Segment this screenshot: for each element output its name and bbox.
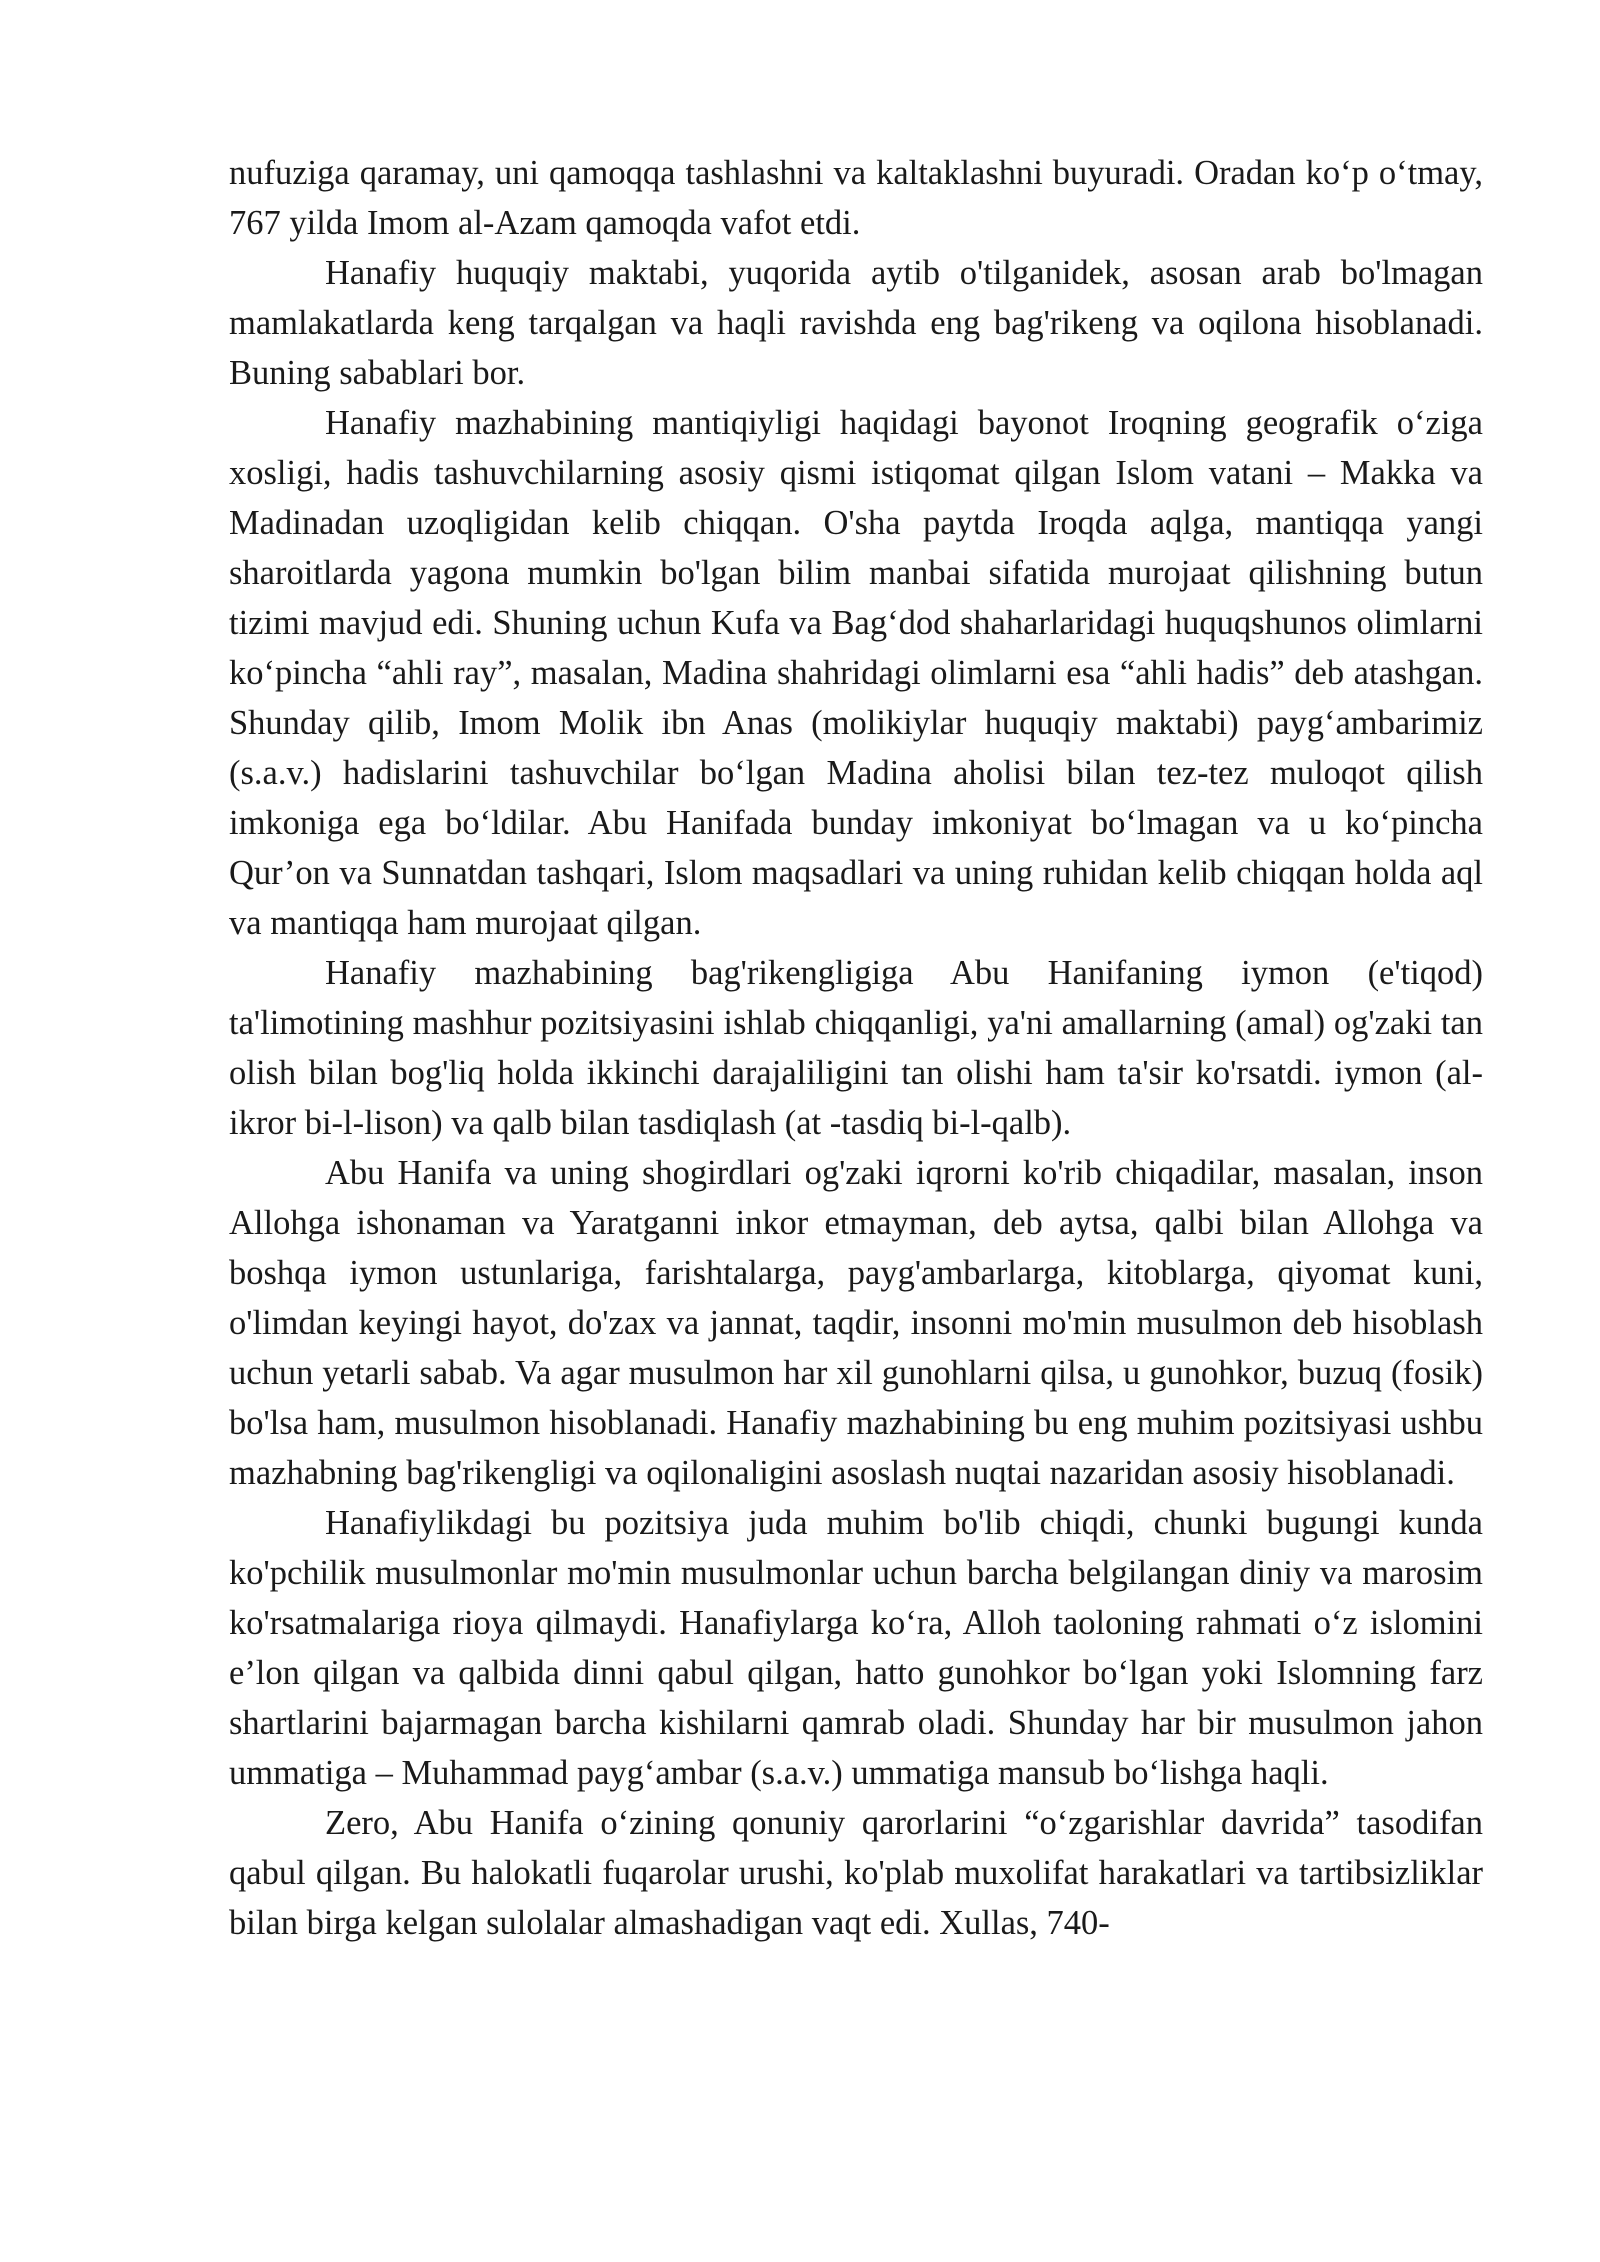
paragraph-4: Hanafiy mazhabining bag'rikengligiga Abu Hanifaning iymon (e'tiqod) ta'limotining mashhur pozitsiyasini ishlab chiqqanligi, ya'ni amallarning (amal) og'zaki tan olish bilan bog'liq holda ikkinchi darajaliligini tan olishi ham ta'sir ko'rsatdi. iymon (al-ikror bi-l-lison) va qalb bilan tasdiqlash (at -tasdiq bi-l-qalb). xyxy=(229,954,1483,1142)
paragraph-1: nufuziga qaramay, uni qamoqqa tashlashni va kaltaklashni buyuradi. Oradan ko‘p o‘tmay, 767 yilda Imom al-Azam qamoqda vafot etdi. xyxy=(229,154,1483,242)
paragraph-5: Abu Hanifa va uning shogirdlari og'zaki iqrorni ko'rib chiqadilar, masalan, inson Allohga ishonaman va Yaratganni inkor etmayman, deb aytsa, qalbi bilan Allohga va boshqa iymon ustunlariga, farishtalarga, payg'ambarlarga, kitoblarga, qiyomat kuni, o'limdan keyingi hayot, do'zax va jannat, taqdir, insonni mo'min musulmon deb hisoblash uchun yetarli sabab. Va agar musulmon har xil gunohlarni qilsa, u gunohkor, buzuq (fosik) bo'lsa ham, musulmon hisoblanadi. Hanafiy mazhabining bu eng muhim pozitsiyasi ushbu mazhabning bag'rikengligi va oqilonaligini asoslash nuqtai nazaridan asosiy hisoblanadi. xyxy=(229,1154,1483,1492)
paragraph-2: Hanafiy huquqiy maktabi, yuqorida aytib o'tilganidek, asosan arab bo'lmagan mamlakatlarda keng tarqalgan va haqli ravishda eng bag'rikeng va oqilona hisoblanadi. Buning sabablari bor. xyxy=(229,254,1483,392)
paragraph-7: Zero, Abu Hanifa o‘zining qonuniy qarorlarini “o‘zgarishlar davrida” tasodifan qabul qilgan. Bu halokatli fuqarolar urushi, ko'plab muxolifat harakatlari va tartibsizliklar bilan birga kelgan sulolalar almashadigan vaqt edi. Xullas, 740- xyxy=(229,1804,1483,1942)
paragraph-3: Hanafiy mazhabining mantiqiyligi haqidagi bayonot Iroqning geografik o‘ziga xosligi, hadis tashuvchilarning asosiy qismi istiqomat qilgan Islom vatani – Makka va Madinadan uzoqligidan kelib chiqqan. O'sha paytda Iroqda aqlga, mantiqqa yangi sharoitlarda yagona mumkin bo'lgan bilim manbai sifatida murojaat qilishning butun tizimi mavjud edi. Shuning uchun Kufa va Bag‘dod shaharlaridagi huquqshunos olimlarni ko‘pincha “ahli ray”, masalan, Madina shahridagi olimlarni esa “ahli hadis” deb atashgan. Shunday qilib, Imom Molik ibn Anas (molikiylar huquqiy maktabi) payg‘ambarimiz (s.a.v.) hadislarini tashuvchilar bo‘lgan Madina aholisi bilan tez-tez muloqot qilish imkoniga ega bo‘ldilar. Abu Hanifada bunday imkoniyat bo‘lmagan va u ko‘pincha Qur’on va Sunnatdan tashqari, Islom maqsadlari va uning ruhidan kelib chiqqan holda aql va mantiqqa ham murojaat qilgan. xyxy=(229,404,1483,942)
paragraph-6: Hanafiylikdagi bu pozitsiya juda muhim bo'lib chiqdi, chunki bugungi kunda ko'pchilik musulmonlar mo'min musulmonlar uchun barcha belgilangan diniy va marosim ko'rsatmalariga rioya qilmaydi. Hanafiylarga ko‘ra, Alloh taoloning rahmati o‘z islomini e’lon qilgan va qalbida dinni qabul qilgan, hatto gunohkor bo‘lgan yoki Islomning farz shartlarini bajarmagan barcha kishilarni qamrab oladi. Shunday har bir musulmon jahon ummatiga – Muhammad payg‘ambar (s.a.v.) ummatiga mansub bo‘lishga haqli. xyxy=(229,1504,1483,1792)
document-page xyxy=(229,148,1483,1948)
